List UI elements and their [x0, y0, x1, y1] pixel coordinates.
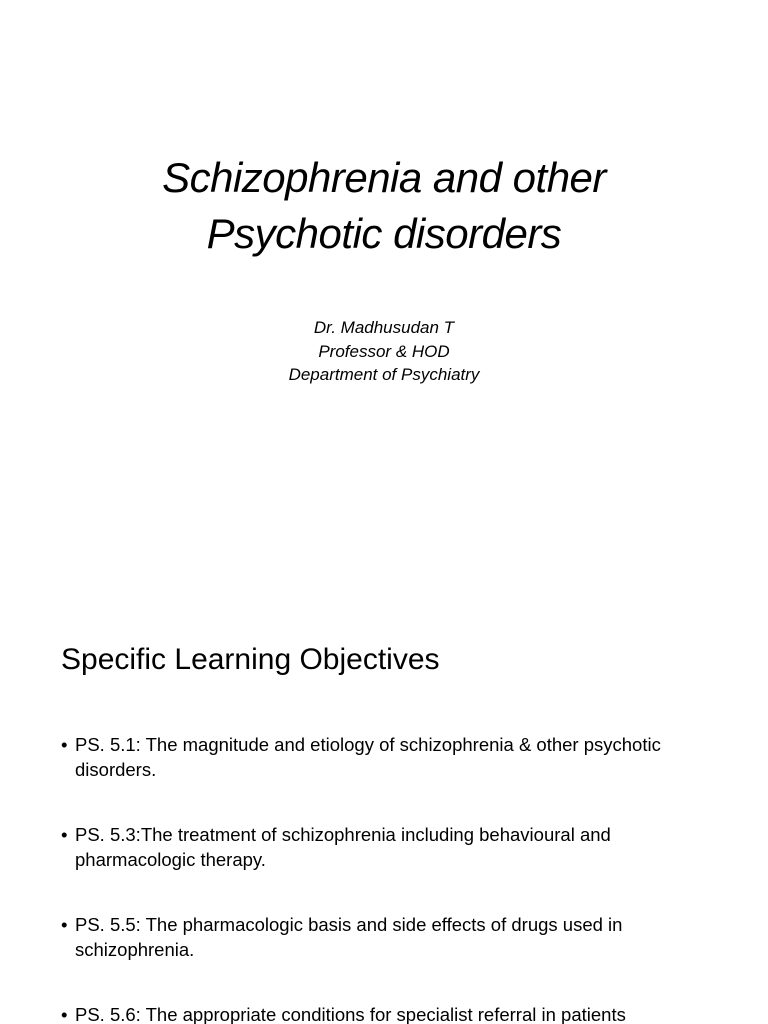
title-line-1: Schizophrenia and other: [162, 154, 606, 201]
objective-item: [61, 822, 721, 872]
bullet-dot: •: [61, 734, 68, 755]
presentation-title: [0, 150, 768, 262]
bullet-dot: •: [61, 824, 68, 845]
objectives-slide: [0, 592, 768, 1024]
objective-text: PS. 5.3:The treatment of schizophrenia including behavioural and pharmacologic therapy.: [75, 824, 611, 870]
objectives-list: [61, 732, 721, 1024]
presenter-position: Professor & HOD: [318, 341, 450, 361]
objective-text: PS. 5.5: The pharmacologic basis and side effects of drugs used in schizophrenia.: [75, 914, 623, 960]
objectives-heading: Specific Learning Objectives: [61, 643, 440, 676]
bullet-dot: •: [61, 914, 68, 935]
presenter-department: Department of Psychiatry: [288, 365, 480, 384]
title-line-2: Psychotic disorders: [206, 210, 562, 257]
presenter-info: [0, 316, 768, 387]
objective-text: PS. 5.6: The appropriate conditions for specialist referral in patients: [75, 1004, 626, 1024]
objective-item: [61, 732, 721, 782]
presenter-name: Dr. Madhusudan T: [313, 318, 455, 337]
objective-item: [61, 912, 721, 962]
bullet-dot: •: [61, 1004, 68, 1024]
objective-item: [61, 1002, 721, 1024]
objective-text: PS. 5.1: The magnitude and etiology of schizophrenia & other psychotic disorders.: [75, 734, 661, 780]
